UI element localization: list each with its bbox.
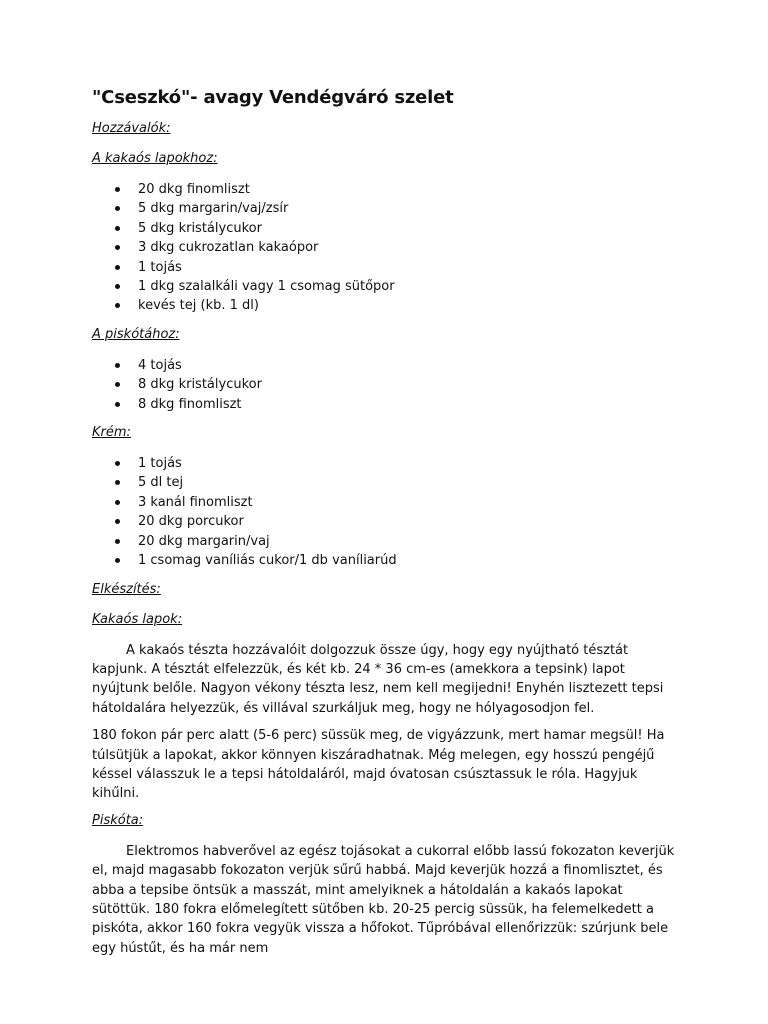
list-item: 1 dkg szalalkáli vagy 1 csomag sütőpor (92, 277, 682, 296)
cocoa-sheets-method-paragraph-1: A kakaós tészta hozzávalóit dolgozzuk össze úgy, hogy egy nyújtható tésztát kapjunk. A tésztát elfelezzük, és két kb. 24 * 36 cm-es (amekkora a tepsink) lapot nyújtunk belőle. Nagyon vékony tészta lesz, nem kell megijedni! Enyhén lisztezett tepsi hátoldalára helyezzük, és villával szurkáljuk meg, hogy ne hólyagosodjon fel. (92, 642, 664, 716)
list-item: 3 kanál finomliszt (92, 493, 682, 512)
list-item: 5 dkg margarin/vaj/zsír (92, 199, 682, 218)
list-item: 1 tojás (92, 258, 682, 277)
document-page (92, 86, 682, 966)
cocoa-sheets-list (92, 180, 682, 316)
list-item: 20 dkg finomliszt (92, 180, 682, 199)
list-item: 8 dkg finomliszt (92, 395, 682, 414)
cream-heading: Krém: (92, 425, 131, 441)
ingredients-heading: Hozzávalók: (92, 121, 171, 136)
list-item: 1 tojás (92, 454, 682, 473)
list-item: 5 dkg kristálycukor (92, 219, 682, 238)
list-item: 4 tojás (92, 356, 682, 375)
cream-list (92, 454, 682, 570)
cocoa-sheets-method-paragraph-2: 180 fokon pár perc alatt (5-6 perc) süssük meg, de vigyázzunk, mert hamar megsül! Ha túlsütjük a lapokat, akkor könnyen kiszáradhatnak. Még melegen, egy hosszú pengéjű késsel válasszuk le a tepsi hátoldaláról, majd óvatosan csúsztassuk le róla. Hagyjuk kihűlni. (92, 728, 665, 802)
list-item: 1 csomag vaníliás cukor/1 db vaníliarúd (92, 551, 682, 570)
sponge-list (92, 356, 682, 414)
recipe-title: "Cseszkó"- avagy Vendégváró szelet (92, 87, 454, 108)
preparation-heading: Elkészítés: (92, 581, 161, 597)
list-item: 5 dl tej (92, 473, 682, 492)
list-item: 20 dkg margarin/vaj (92, 532, 682, 551)
list-item: 3 dkg cukrozatlan kakaópor (92, 238, 682, 257)
cocoa-sheets-method-heading: Kakaós lapok: (92, 611, 183, 627)
sponge-method-heading: Piskóta: (92, 812, 144, 828)
sponge-heading: A piskótához: (92, 326, 180, 342)
list-item: 20 dkg porcukor (92, 512, 682, 531)
cocoa-sheets-heading: A kakaós lapokhoz: (92, 151, 218, 166)
list-item: 8 dkg kristálycukor (92, 375, 682, 394)
list-item: kevés tej (kb. 1 dl) (92, 296, 682, 315)
sponge-method-paragraph-1: Elektromos habverővel az egész tojásokat a cukorral előbb lassú fokozaton keverjük el, majd magasabb fokozaton verjük sűrű habbá. Majd keverjük hozzá a finomlisztet, és abba a tepsibe öntsük a masszát, mint amelyiknek a hátoldalán a kakaós lapokat sütöttük. 180 fokra előmelegített sütőben kb. 20-25 percig süssük, ha felemelkedett a piskóta, akkor 160 fokra vegyük vissza a hőfokot. Tűpróbával ellenőrizzük: szúrjunk bele egy hústűt, és ha már nem (92, 843, 675, 956)
